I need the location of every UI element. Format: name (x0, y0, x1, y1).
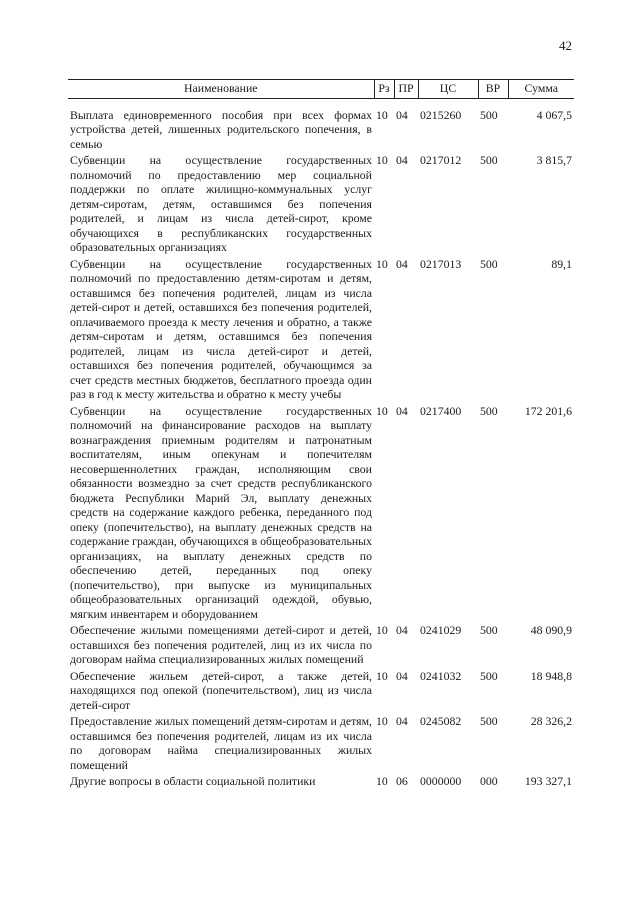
header-cs: ЦС (418, 80, 478, 99)
table-row (68, 669, 574, 715)
row-sum: 4 067,5 (536, 107, 572, 122)
row-vr: 500 (480, 623, 498, 637)
table-row (68, 257, 574, 404)
row-vr: 500 (480, 403, 498, 418)
header-sum: Сумма (508, 80, 574, 99)
row-rz: 10 (376, 153, 388, 167)
header-vr: ВР (478, 80, 508, 99)
row-pr: 04 (396, 668, 408, 683)
table-row (68, 98, 574, 153)
page-number: 42 (559, 38, 572, 53)
row-vr: 500 (480, 668, 498, 683)
row-pr: 04 (396, 403, 408, 418)
row-name: Выплата единовременного пособия при всех формах устройства детей, лишенных родительского попечения, в семью (70, 107, 372, 151)
row-pr: 04 (396, 153, 408, 167)
row-rz: 10 (376, 256, 388, 271)
row-pr: 04 (396, 714, 408, 728)
table-row (68, 714, 574, 774)
row-pr: 04 (396, 256, 408, 271)
row-vr: 500 (480, 714, 498, 728)
row-rz: 10 (376, 403, 388, 418)
row-pr: 04 (396, 623, 408, 637)
row-sum: 48 090,9 (530, 623, 572, 637)
row-cs: 0215260 (420, 107, 462, 122)
table-row (68, 404, 574, 624)
row-name: Другие вопросы в области социальной политики (70, 774, 316, 788)
header-name: Наименование (68, 80, 374, 99)
header-pr: ПР (394, 80, 418, 99)
row-sum: 172 201,6 (524, 403, 572, 418)
row-sum: 193 327,1 (524, 774, 572, 788)
row-name: Субвенции на осуществление государственных полномочий по предоставлению детям-сиротам и детям, оставшимся без попечения родителей, лицам из числа детей-сирот и детей, оставшихся без попечения родителей, оплачиваемого проезда к месту лечения и обратно, а также детям-сиротам и детям, оставшимся без попечения родителей, лицам из числа детей-сирот и детей, оставшихся без попечения родителей, обучающимся за счет средств местных бюджетов, бесплатного проезда один раз в год к месту жительства и обратно к месту учебы (70, 256, 372, 401)
row-cs: 0217400 (420, 403, 462, 418)
row-cs: 0241029 (420, 623, 462, 637)
row-pr: 04 (396, 107, 408, 122)
row-rz: 10 (376, 107, 388, 122)
row-vr: 500 (480, 153, 498, 167)
table-row (68, 153, 574, 257)
table-header-row (68, 80, 574, 99)
header-rz: Рз (374, 80, 394, 99)
row-sum: 89,1 (551, 256, 572, 271)
row-sum: 3 815,7 (536, 153, 572, 167)
row-cs: 0241032 (420, 668, 462, 683)
row-rz: 10 (376, 714, 388, 728)
row-name: Субвенции на осуществление государственных полномочий по предоставлению мер социальной поддержки по оплате жилищно-коммунальных услуг детям-сиротам, детям, оставшимся без попечения родителей, и лицам из числа детей-сирот, кроме обучающихся в республиканских государственных образовательных организациях (70, 153, 372, 254)
row-rz: 10 (376, 774, 388, 788)
table-row (68, 623, 574, 669)
table-row (68, 774, 574, 791)
row-sum: 18 948,8 (530, 668, 572, 683)
row-cs: 0245082 (420, 714, 462, 728)
row-vr: 000 (480, 774, 498, 788)
row-name: Субвенции на осуществление государственных полномочий на финансирование расходов на выплату вознаграждения приемным родителям и патронатным воспитателям, иным опекунам и попечителям несовершеннолетних граждан, исполняющим свои обязанности возмездно за счет средств республиканского бюджета Республики Марий Эл, выплату денежных средств на содержание каждого ребенка, переданного под опеку (попечительство), на выплату денежных средств на содержание граждан, обучающихся в общеобразовательных организациях, на выплату денежных средств по обеспечению детей, переданных под опеку (попечительство), при выпуске из муниципальных общеобразовательных организаций одеждой, обувью, мягким инвентарем и оборудованием (70, 403, 373, 621)
budget-table (68, 79, 574, 791)
row-name: Обеспечение жильем детей-сирот, а также детей, находящихся под опекой (попечительством), лиц из числа детей-сирот (70, 668, 372, 712)
row-vr: 500 (480, 256, 498, 271)
row-name: Предоставление жилых помещений детям-сиротам и детям, оставшимся без попечения родителей, лицам из их числа по договорам найма специализированных жилых помещений (70, 714, 372, 772)
row-name: Обеспечение жилыми помещениями детей-сирот и детей, оставшихся без попечения родителей, лиц из их числа по договорам найма специализированных жилых помещений (70, 623, 372, 666)
row-vr: 500 (480, 107, 498, 122)
row-cs: 0217013 (420, 256, 462, 271)
row-rz: 10 (376, 668, 388, 683)
row-sum: 28 326,2 (530, 714, 572, 728)
row-cs: 0217012 (420, 153, 462, 167)
row-pr: 06 (396, 774, 408, 788)
row-cs: 0000000 (420, 774, 462, 788)
row-rz: 10 (376, 623, 388, 637)
